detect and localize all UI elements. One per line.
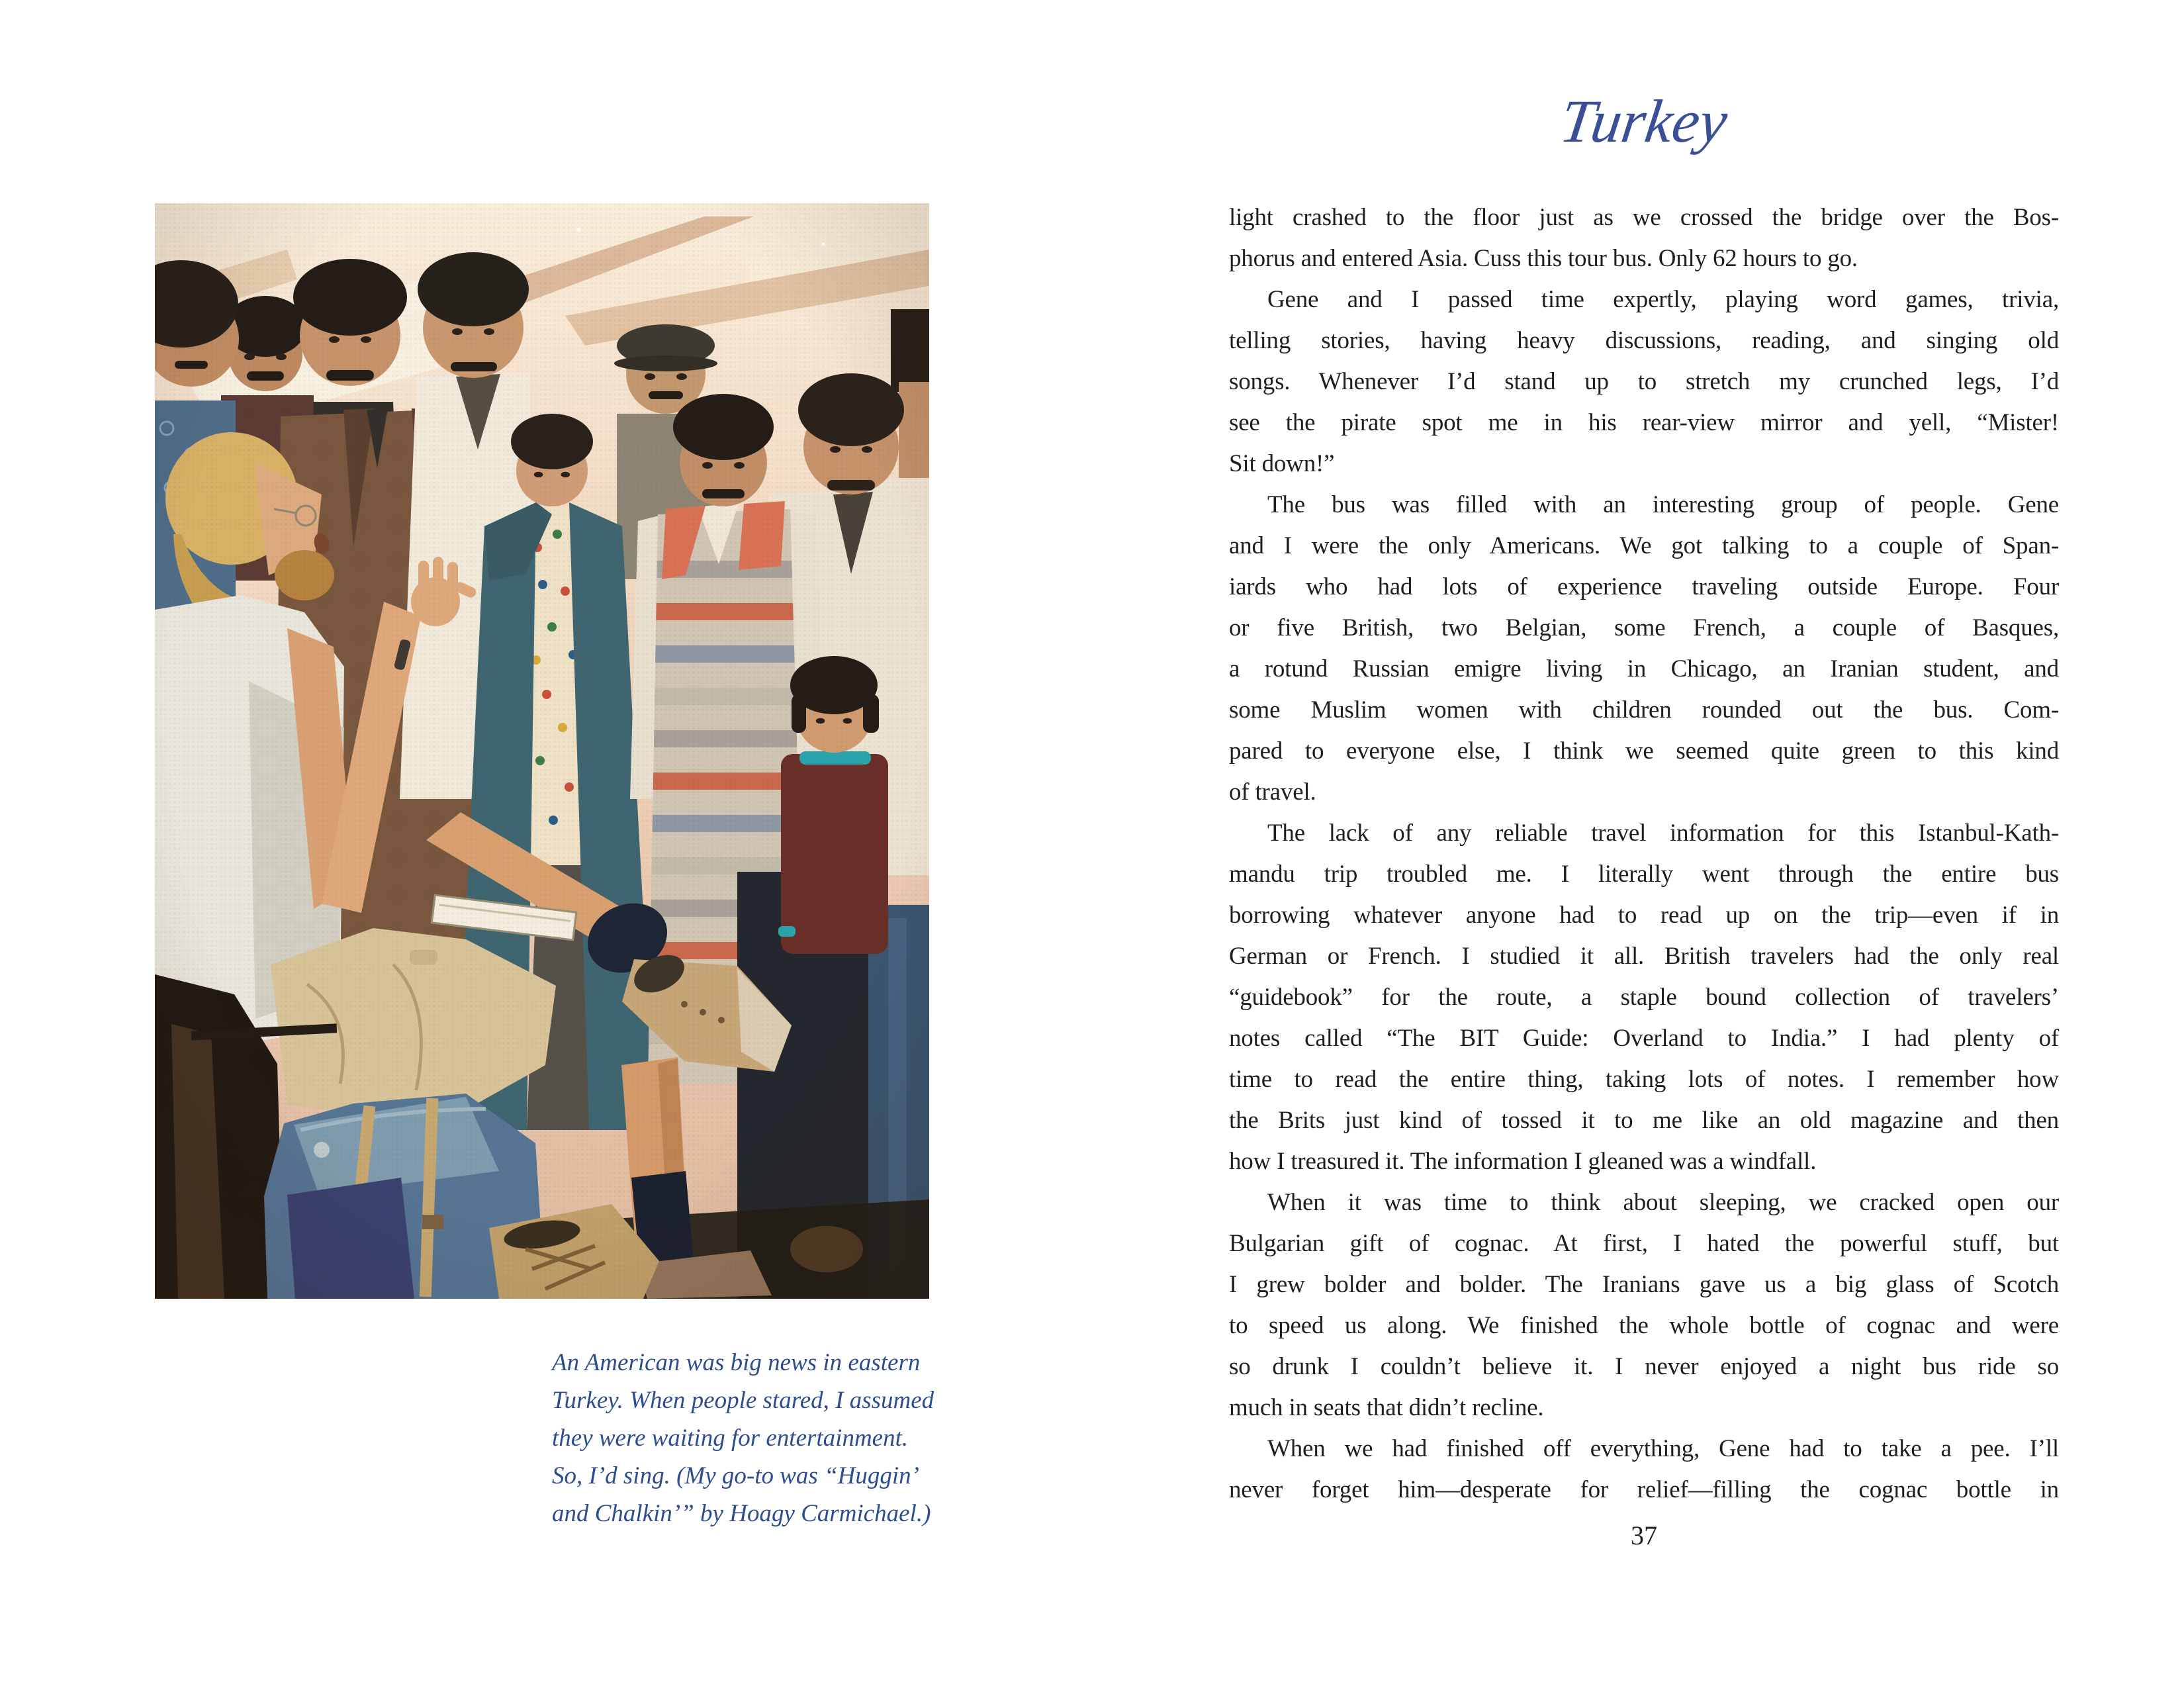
text-line: how I treasured it. The information I gleaned was a windfall. <box>1229 1148 1817 1175</box>
text-line: some Muslim women with children rounded out the bus. Com- <box>1229 696 2059 724</box>
right-text-column <box>1229 0 2059 1688</box>
text-line: borrowing whatever anyone had to read up on the trip—even if in <box>1229 902 2059 929</box>
text-line: “guidebook” for the route, a staple bound collection of travelers’ <box>1229 984 2059 1011</box>
caption-line: So, I’d sing. (My go-to was “Huggin’ <box>552 1462 919 1489</box>
text-line: the Brits just kind of tossed it to me like an old magazine and then <box>1229 1107 2059 1134</box>
text-line: never forget him—desperate for relief—filling the cognac bottle in <box>1229 1476 2059 1503</box>
text-line: much in seats that didn’t recline. <box>1229 1394 1544 1421</box>
page-number: 37 <box>1631 1521 1657 1550</box>
text-line: see the pirate spot me in his rear-view mirror and yell, “Mister! <box>1229 409 2059 436</box>
caption-line: they were waiting for entertainment. <box>552 1425 909 1452</box>
caption-line: An American was big news in eastern <box>552 1349 921 1376</box>
right-page <box>1092 0 2184 1688</box>
travel-photo-illustration <box>155 203 929 1299</box>
text-line: The bus was filled with an interesting group of people. Gene <box>1267 491 2059 518</box>
text-line: mandu trip troubled me. I literally went through the entire bus <box>1229 861 2059 888</box>
text-line: or five British, two Belgian, some French, a couple of Basques, <box>1229 614 2059 641</box>
text-line: so drunk I couldn’t believe it. I never enjoyed a night bus ride so <box>1229 1353 2059 1380</box>
text-line: phorus and entered Asia. Cuss this tour bus. Only 62 hours to go. <box>1229 245 1858 272</box>
text-line: a rotund Russian emigre living in Chicago, an Iranian student, and <box>1229 655 2059 682</box>
text-line: Sit down!” <box>1229 450 1335 477</box>
text-line: time to read the entire thing, taking lots of notes. I remember how <box>1229 1066 2059 1093</box>
text-line: pared to everyone else, I think we seemed quite green to this kind <box>1229 737 2059 765</box>
photo-caption <box>552 1344 962 1532</box>
text-line: I grew bolder and bolder. The Iranians gave us a big glass of Scotch <box>1229 1271 2059 1298</box>
text-line: and I were the only Americans. We got talking to a couple of Span- <box>1229 532 2059 559</box>
text-line: The lack of any reliable travel information for this Istanbul-Kath- <box>1267 820 2059 847</box>
chapter-header: Turkey <box>1556 87 1732 155</box>
text-line: notes called “The BIT Guide: Overland to India.” I had plenty of <box>1229 1025 2059 1052</box>
caption-line: and Chalkin’” by Hoagy Carmichael.) <box>552 1500 931 1527</box>
text-line: light crashed to the floor just as we crossed the bridge over the Bos- <box>1229 204 2059 231</box>
text-line: to speed us along. We finished the whole bottle of cognac and were <box>1229 1312 2059 1339</box>
text-line: of travel. <box>1229 778 1316 806</box>
text-line: Bulgarian gift of cognac. At first, I hated the powerful stuff, but <box>1229 1230 2059 1257</box>
text-line: iards who had lots of experience traveling outside Europe. Four <box>1229 573 2059 600</box>
travel-photo <box>155 203 929 1299</box>
text-line: songs. Whenever I’d stand up to stretch my crunched legs, I’d <box>1229 368 2059 395</box>
body-text-block <box>1229 197 2059 1511</box>
text-line: When it was time to think about sleeping, we cracked open our <box>1267 1189 2059 1216</box>
caption-line: Turkey. When people stared, I assumed <box>552 1387 934 1414</box>
text-line: Gene and I passed time expertly, playing word games, trivia, <box>1267 286 2059 313</box>
text-line: telling stories, having heavy discussions, reading, and singing old <box>1229 327 2059 354</box>
text-line: When we had finished off everything, Gene had to take a pee. I’ll <box>1267 1435 2059 1462</box>
text-line: German or French. I studied it all. British travelers had the only real <box>1229 943 2059 970</box>
